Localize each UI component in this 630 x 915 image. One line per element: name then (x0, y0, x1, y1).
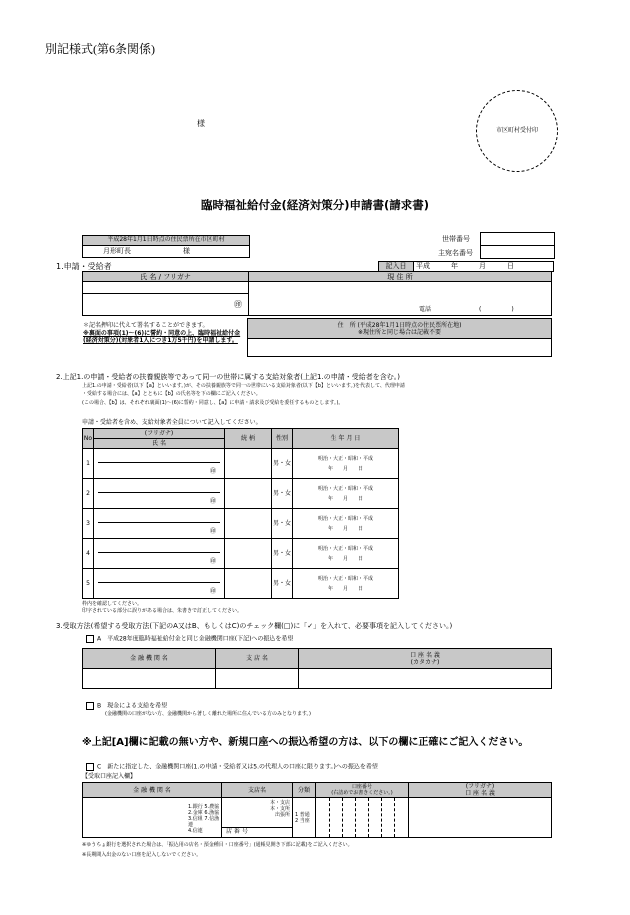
branch-type-options: 本・支店 本・支所 出張所 (269, 800, 290, 818)
section2-desc1: 上記1.の申請・受給者(以下【a】といいます。)が、その扶養親族等で同一の世帯にいる支給対象者(以下【b】といいます。)を代表して、代理申請 (82, 383, 405, 389)
member-relation-field[interactable] (225, 539, 272, 569)
address-box-heading: 平成28年1月1日時点の住民票所在市区町村 (82, 235, 250, 246)
mayor-name: 月形町長 (103, 247, 131, 255)
section2-desc2: ・受給する場合には、【a】とともに【b】の氏名等を下の欄にご記入ください。 (82, 391, 261, 397)
name-header: 氏 名 / フリガナ (83, 272, 249, 282)
c-holder-title: 口 座 名 義 (465, 790, 495, 797)
c-branch-field[interactable] (222, 798, 293, 838)
table-row (83, 449, 399, 479)
member-birth-field[interactable] (293, 539, 399, 569)
seal-icon: ㊞ (209, 588, 216, 595)
member-sex-field[interactable]: 男・女 (272, 539, 293, 569)
member-birth-field[interactable] (293, 479, 399, 509)
branch-name-header: 支 店 名 (216, 649, 299, 669)
row-no: 5 (83, 569, 94, 599)
era-options: 明治・大正・昭和・平成 (317, 545, 373, 552)
table-caption: 申請・受給者を含め、支給対象者全員について記入してください。 (82, 419, 262, 426)
seal-icon: ㊞ (209, 468, 216, 475)
member-relation-field[interactable] (225, 569, 272, 599)
member-name-field[interactable] (94, 479, 225, 509)
member-sex-field[interactable]: 男・女 (272, 509, 293, 539)
recipient-no-label: 主宛名番号 (438, 249, 473, 257)
notice: ※上記[A]欄に記載の無い方や、新規口座への振込希望の方は、以下の欄に正確にご記入ください。 (82, 737, 529, 748)
bank-a-table (82, 648, 552, 689)
option-a-label: A 平成28年度臨時福祉給付金と同じ金融機関口座(下記)への振込を希望 (97, 635, 294, 643)
member-relation-field[interactable] (225, 449, 272, 479)
address2-sub: ※現住所と同じ場合は記載不要 (357, 328, 442, 336)
table-row (83, 509, 399, 539)
bank-name-field[interactable] (83, 669, 216, 689)
address2-table (247, 318, 552, 357)
address2-header (248, 319, 552, 339)
table-note2: 印字されている部分に誤りがある場合は、朱書きで訂正してください。 (82, 608, 243, 614)
c-type-header: 分類 (293, 783, 316, 798)
bank-c-table (82, 782, 552, 838)
members-table (82, 428, 399, 599)
seal-note: ＊記名押印に代えて署名することができます。 (83, 322, 209, 329)
table-row (83, 539, 399, 569)
table-row (83, 479, 399, 509)
bank-type-options: 1.銀行 5.農協 2.金庫 6.漁協 3.信組 7.信漁連 4.信連 (188, 804, 220, 834)
seal-icon: ㊞ (209, 498, 216, 505)
name-field[interactable] (83, 294, 249, 316)
member-birth-field[interactable] (293, 449, 399, 479)
address2-field[interactable] (248, 339, 552, 357)
address-box (82, 245, 250, 258)
date-field[interactable]: 平成 年 月 日 (413, 261, 554, 272)
row-no: 1 (83, 449, 94, 479)
addressee-sama: 様 (197, 119, 205, 128)
option-b-checkbox[interactable] (86, 702, 94, 710)
c-acct-header (316, 783, 409, 798)
col-furigana: (フリガナ) (94, 429, 225, 439)
option-c-label: C 新たに指定した、金融機関口座(1.の申請・受給者又は5.の代理人の口座に限ります。)への振込を希望 (97, 763, 378, 771)
branch-no-label: 店 番 号 (222, 827, 292, 837)
member-sex-field[interactable]: 男・女 (272, 569, 293, 599)
address-field[interactable] (249, 282, 552, 316)
section2-desc3: (この場合、【b】は、それぞれ裏面(1)～(6)に誓約・同意し、【a】に申請・請求及び受給を委任するものとします。)。 (82, 400, 344, 406)
holder-title: 口 座 名 義 (410, 651, 440, 659)
member-birth-field[interactable] (293, 509, 399, 539)
bank-name-header: 金 融 機 関 名 (83, 649, 216, 669)
table-note1: 枠内を確認してください。 (82, 601, 143, 607)
c-branch-header: 支店名 (222, 783, 293, 798)
option-a-checkbox[interactable] (86, 635, 94, 643)
option-c[interactable] (86, 763, 378, 771)
reception-stamp (476, 90, 558, 172)
ymd-text: 年 月 日 (327, 555, 363, 562)
furigana-field[interactable] (83, 282, 249, 294)
era-options: 明治・大正・昭和・平成 (317, 485, 373, 492)
member-relation-field[interactable] (225, 509, 272, 539)
c-acct-sub: (右詰めでお書きください。) (331, 790, 393, 796)
member-name-field[interactable] (94, 539, 225, 569)
seal-icon: ㊞ (234, 300, 242, 309)
stamp-text: 市区町村受付印 (495, 127, 538, 134)
row-no: 4 (83, 539, 94, 569)
ymd-text: 年 月 日 (327, 495, 363, 502)
address-header: 現 住 所 (249, 272, 552, 282)
member-name-field[interactable] (94, 509, 225, 539)
c-bank-header: 金 融 機 関 名 (83, 783, 222, 798)
ymd-text: 年 月 日 (327, 525, 363, 532)
footnote1: ※ゆうちょ銀行を選択された場合は、「振込用の店名・預金種目・口座番号」(通帳見開き下部に記載)をご記入ください。 (82, 842, 353, 848)
phone-label: 電話 (419, 306, 432, 313)
col-relation: 続 柄 (225, 429, 272, 449)
seal-icon: ㊞ (209, 558, 216, 565)
household-no-label: 世帯番号 (442, 235, 470, 243)
c-type-field[interactable]: 1 普通 2 当座 (293, 798, 316, 838)
holder-header (299, 649, 552, 669)
member-sex-field[interactable]: 男・女 (272, 449, 293, 479)
c-furigana: (フリガナ) (465, 783, 495, 790)
member-sex-field[interactable]: 男・女 (272, 479, 293, 509)
consent-note: ※裏面の事項(1)～(6)に誓約・同意の上、臨時福祉給付金(経済対策分)(対象者1人につき1万5千円)を申請します。 (83, 330, 241, 344)
branch-name-field[interactable] (216, 669, 299, 689)
c-holder-field[interactable] (409, 798, 552, 838)
row-no: 3 (83, 509, 94, 539)
date-label: 記入日 (378, 261, 414, 272)
era-options: 明治・大正・昭和・平成 (317, 515, 373, 522)
section1-heading: 1.申請・受給者 (56, 262, 112, 271)
era-options: 明治・大正・昭和・平成 (317, 455, 373, 462)
option-a[interactable] (86, 635, 293, 643)
era-options: 明治・大正・昭和・平成 (317, 575, 373, 582)
holder-sub: (カタカナ) (410, 658, 440, 666)
section3-heading: 3.受取方法(希望する受取方法(下記のA又はB、もしくはC)のチェック欄(□)に「✓」を入れて、必要事項を記入してください。) (56, 622, 453, 630)
option-b[interactable] (86, 702, 167, 710)
option-b-sub: (金融機関の口座がない方、金融機関から著しく離れた場所に住んでいる方のみとなります。) (105, 711, 312, 717)
member-birth-field[interactable] (293, 569, 399, 599)
recipient-no-field[interactable] (480, 245, 555, 259)
page-title: 臨時福祉給付金(経済対策分)申請書(請求書) (200, 198, 430, 212)
option-b-label: B 現金による支給を希望 (97, 702, 168, 710)
c-bank-field[interactable] (83, 798, 222, 838)
table-row (83, 569, 399, 599)
form-label: 別記様式(第6条関係) (45, 42, 155, 56)
ymd-text: 年 月 日 (327, 585, 363, 592)
seal-icon: ㊞ (209, 528, 216, 535)
col-birth: 生 年 月 日 (293, 429, 399, 449)
applicant-table (82, 271, 552, 316)
c-holder-header (409, 783, 552, 798)
member-relation-field[interactable] (225, 479, 272, 509)
c-acct-title: 口座番号 (351, 784, 372, 790)
col-sex: 性別 (272, 429, 293, 449)
member-name-field[interactable] (94, 569, 225, 599)
address2-title: 住 所 (平成28年1月1日時点の住民票所在地) (337, 321, 462, 329)
household-no-field[interactable] (480, 232, 555, 246)
mayor-sama: 様 (183, 247, 190, 255)
footnote2: ※長期間入出金のない口座を記入しないでください。 (82, 852, 202, 858)
holder-name-field[interactable] (299, 669, 552, 689)
col-no: No (83, 429, 94, 449)
option-c-checkbox[interactable] (86, 763, 94, 771)
c-acct-field[interactable] (316, 798, 409, 838)
col-name: 氏 名 (94, 439, 225, 449)
phone-field[interactable]: ( ) (479, 306, 514, 313)
section2-heading: 2.上記1.の申請・受給者の扶養親族等であって同一の世帯に属する支給対象者(上記1.の申請・受給者を含む。) (56, 373, 400, 381)
member-name-field[interactable] (94, 449, 225, 479)
ymd-text: 年 月 日 (327, 465, 363, 472)
row-no: 2 (83, 479, 94, 509)
account-label: 【受取口座記入欄】 (82, 773, 137, 780)
